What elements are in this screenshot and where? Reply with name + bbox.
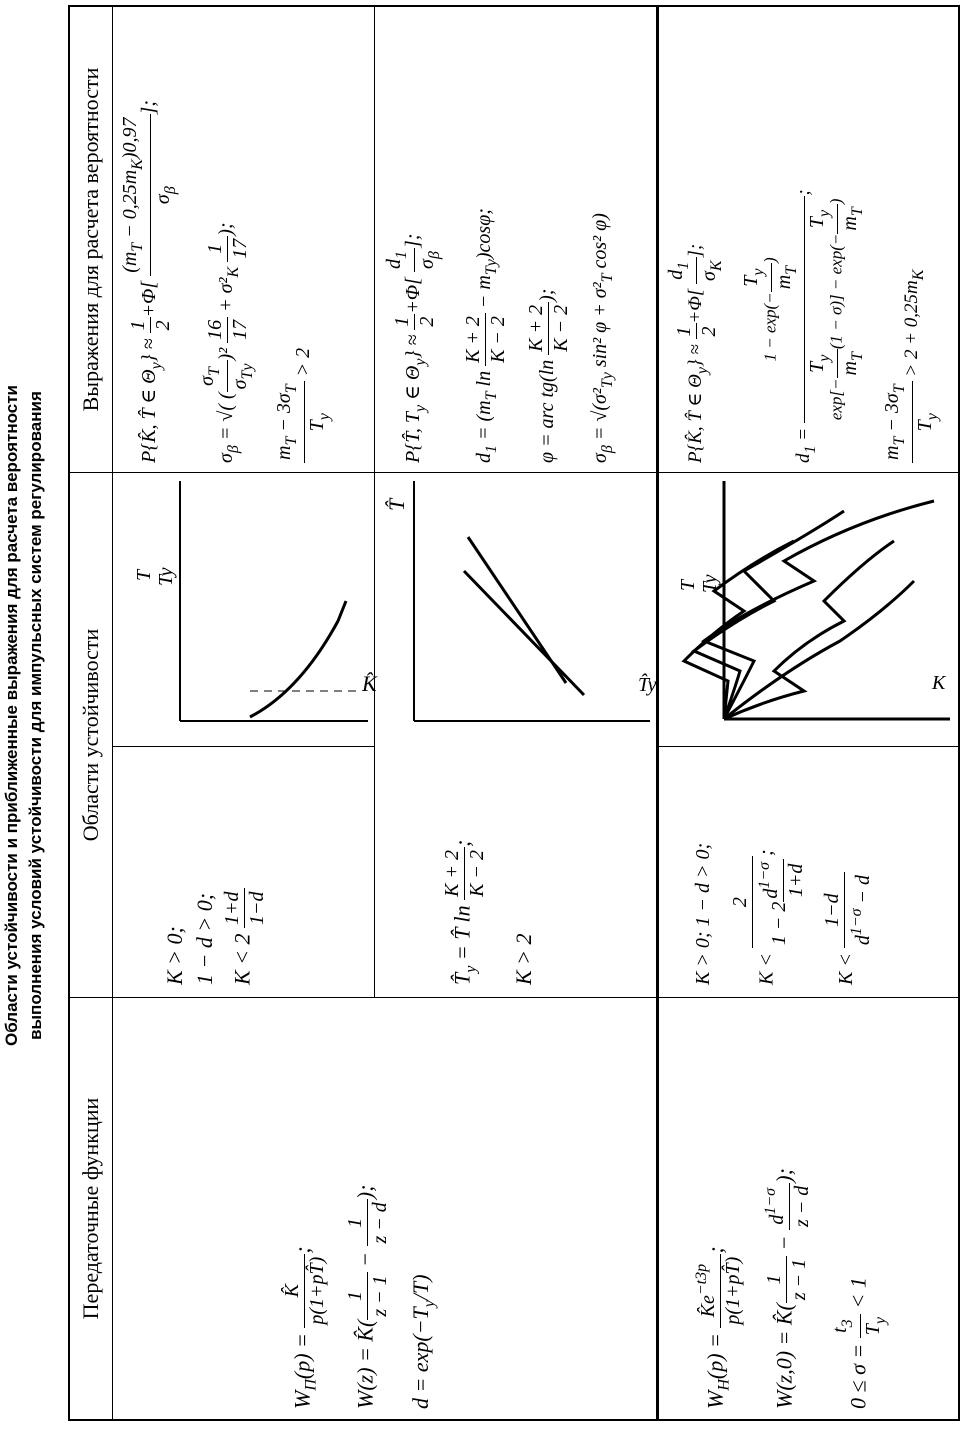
pe2-p-sub: у: [412, 404, 430, 413]
pe1-sig-den: [228, 360, 260, 392]
tf3-sig-den-sub: у: [872, 1316, 889, 1325]
pe1-16-17: [203, 317, 252, 343]
pe2-d1-end: )cosφ;: [473, 208, 496, 260]
pe2-p-sub2: у: [412, 358, 430, 366]
plot2-y-label: T̂y: [638, 674, 657, 696]
col-sep-sa-row1: [112, 746, 374, 747]
tf3-wz-n2: [759, 1183, 790, 1230]
pe3-half-num: 1: [672, 323, 697, 339]
pe2-d1-rhs-sub: T: [483, 391, 501, 401]
pe3-d1-lhs: d: [792, 453, 814, 463]
tf3-sig-num: [828, 1314, 861, 1338]
pe3-cn-a: m: [881, 445, 903, 460]
pe1-plus: + σ: [215, 283, 238, 317]
pe1-sig-ty-sub2: у: [239, 363, 256, 371]
tf3-sig-den-a: T: [862, 1324, 884, 1336]
col-sep-1: [68, 997, 960, 998]
sa3-c2-den-lhs: 1 − 2: [768, 901, 791, 946]
pe3-den-m-a: m: [839, 361, 861, 376]
sa1-cond3-den: 1−d: [246, 891, 268, 925]
pe2-phi: +Φ: [402, 284, 425, 314]
pe1-phi: +Φ: [138, 288, 161, 318]
row1-stability-plot: [120, 479, 377, 731]
row1-transfer-functions: [280, 1009, 445, 1409]
plot1-curve: [250, 601, 346, 717]
pe3-cd-sub: у: [924, 413, 941, 421]
pe1-1-17: [203, 236, 252, 262]
sa3-c2-dn: [753, 859, 784, 902]
pe1-sig-eq: =: [215, 421, 238, 446]
plot3-curve-3: [704, 501, 934, 719]
sa3-c2-dd: 1+d: [785, 863, 807, 898]
plot3-curve-1: [724, 581, 914, 719]
tf3-wn: $W_Н(p)$ = $K̂e^{-t3p}$ p(1+pT̂) ;: [690, 1009, 745, 1409]
pe3-d1n-a: d: [665, 269, 687, 280]
pe3-d1-def: $d_1$ = 1 − exp(− $T_у$ $m_T$ ) exp[− $T_у$ $m_T$ (1 − σ)] − exp(− $T_у$ $m_T$ ) ;: [739, 11, 870, 463]
sa3-c3-lhs: K <: [835, 948, 858, 985]
sa2-ty: $T̂_у$ = T̂ ln K + 2 K − 2 ;: [441, 839, 488, 985]
pe1-bd-sub: β: [162, 186, 179, 195]
tf3-wn-num-sup: −t3p: [693, 1263, 710, 1296]
pe1-sig-t: σ: [196, 375, 218, 386]
pe3-num-t: [739, 263, 772, 292]
pe2-p-end: } ≈: [402, 329, 425, 359]
pe3-half: [672, 323, 721, 339]
pe1-p-mid: } ≈: [138, 333, 161, 363]
pe2-d1-f: [461, 313, 510, 366]
pe3-cn-sub: T: [891, 436, 908, 446]
tf-wn-den: p(1+pT̂): [306, 1256, 328, 1325]
sa1-cond3-num: 1+d: [220, 888, 245, 928]
pe3-num-t-a: T: [740, 275, 762, 287]
pe3-num-text: 1 − exp(−: [760, 292, 780, 362]
sa2-ty-lhs: T̂: [449, 972, 475, 985]
pe1-p-sub: у: [148, 362, 166, 370]
tf3-wz-d2: z − d: [791, 1185, 813, 1227]
tf3-wn-frac: [690, 1254, 745, 1328]
pe1-half: [126, 317, 175, 333]
plot1-y-label: K̂: [362, 671, 377, 696]
pe3-cond-gt: > 2 + 0,25m: [900, 280, 922, 382]
pe1-cd-a: T: [306, 420, 328, 432]
row-sep-1: [374, 5, 375, 998]
sa3-cond1: K > 0; 1 − d > 0;: [692, 842, 714, 985]
col-sep-sa-row3: [658, 746, 960, 747]
tf3-wz-f1: [762, 1256, 811, 1303]
pe2-d1-num: [382, 248, 415, 272]
pe1-bd-a: σ: [152, 194, 174, 205]
sa1-cond3-frac: [220, 888, 269, 928]
pe1-1: 1: [203, 236, 228, 262]
pe2-sig-rhs: = √(σ²: [589, 388, 611, 446]
sa2-ty-den: K − 2: [466, 850, 488, 897]
pe2-d1-minus-sub2: у: [483, 259, 501, 267]
pe1-cond-frac: [272, 381, 337, 463]
pe3-den-t2-sub: у: [816, 209, 833, 217]
tf3-sigma: [828, 1009, 893, 1409]
tf3-wn-den: p(1+pT̂): [722, 1256, 744, 1325]
sa3-c2-den-frac: [753, 859, 808, 902]
sa3-cond3: [820, 749, 875, 985]
tf-wz-frac1: [343, 1272, 392, 1319]
pe1-half-num: 1: [126, 317, 151, 333]
tf-wn-formula: $W_П(p)$ = K̂ p(1+pT̂) ;: [281, 1246, 328, 1409]
pe3-p-mid: } ≈: [684, 339, 706, 367]
row3-stability-plot: [664, 479, 954, 731]
tf-d-end: /T): [408, 1274, 433, 1301]
tf3-sig-num-a: t: [829, 1327, 851, 1333]
pe3-den-t2: [805, 204, 838, 233]
plot1-x-label-den: Ty: [155, 567, 177, 586]
table-left-border: [68, 1419, 960, 1421]
sa1-cond1: K > 0;: [162, 926, 187, 985]
tf3-wn-num: [690, 1254, 721, 1328]
pe2-d1-f-den: K − 2: [487, 316, 509, 363]
pe1-sig-ty: σ: [229, 379, 251, 390]
pe2-sig: σ: [589, 453, 611, 463]
pe3-den-m2-sub: T: [849, 207, 866, 217]
sa2-ty-num: K + 2: [440, 847, 465, 900]
pe3-d1-eq: =: [792, 423, 814, 446]
pe3-den-m2-a: m: [839, 216, 861, 231]
pe2-d1-rhs: = (m: [473, 400, 496, 445]
tf-wz-lhs: W(z) = K̂(: [352, 1319, 378, 1409]
row3-transfer-functions: [690, 1009, 893, 1409]
pe1-bracket-den: [151, 114, 183, 275]
sa2-ty-sub: у: [462, 965, 480, 973]
plot2-line-lower: [468, 537, 566, 683]
pe3-num-t-sub: у: [750, 268, 767, 276]
tf-wn-sub: П: [302, 1379, 320, 1391]
pe2-d1-lhs: d: [473, 453, 496, 463]
sa3-c3-den: [845, 872, 875, 948]
pe2-d1-den: [415, 248, 447, 272]
tf-d-lhs: d = exp(−T: [408, 1307, 433, 1409]
pe1-cond-gt: > 2: [292, 347, 315, 382]
tf-wz-frac2: [343, 1199, 392, 1246]
pe1-sig-lhs: σ: [215, 453, 238, 463]
pe3-p-lhs: P{K̂, T̂ ∈ Θ: [684, 374, 706, 463]
tf-wz-formula: W(z) = K̂( 1 z − 1 − 1 z − d );: [344, 1184, 391, 1409]
sa3-c3-num: 1−d: [820, 872, 845, 948]
pe1-p-lhs: P{K̂, T̂ ∈ Θ: [138, 369, 161, 463]
pe1-bracket-num: [118, 114, 151, 275]
tf3-wz: W(z,0) = K̂( 1 z − 1 − $d^{1-\sigma}$ z − d );: [759, 1009, 814, 1409]
pe1-cd-sub: у: [316, 413, 333, 421]
pe2-half-num: 1: [390, 314, 415, 330]
pe3-den-m2: [838, 204, 870, 233]
pe1-17b: 17: [229, 238, 251, 259]
pe3-num-m-a: m: [773, 274, 795, 290]
tf-wz-den2: z − d: [369, 1202, 391, 1244]
tf3-wn-sym: W: [702, 1390, 728, 1409]
plot2-line-upper: [464, 571, 584, 695]
pe1-bracket-frac: [118, 114, 183, 275]
pe3-half-den: 2: [698, 326, 720, 337]
sa3-c2-dn-a: d: [760, 888, 782, 899]
pe3-den-t: [805, 349, 838, 378]
pe3-cn-sub2: T: [891, 384, 908, 394]
pe3-den-m-sub: T: [849, 352, 866, 362]
pe3-phi: +Φ: [684, 296, 706, 324]
pe2-d1-f-num: K + 2: [461, 313, 486, 366]
tf3-sig-num-sub: 3: [839, 1319, 856, 1328]
tf-d-sub: у: [421, 1300, 438, 1308]
tf3-wn-sub: Н: [715, 1379, 733, 1391]
pe2-sigma-def: $\sigma_\beta = √(\sigma^2_{Tу}$ sin² $\varphi + \sigma^2_T$ cos² φ): [589, 213, 616, 463]
pe2-d1n-a: d: [383, 259, 405, 270]
pe1-cond-num: [272, 381, 305, 463]
pe3-den-t-sub: у: [816, 354, 833, 362]
pe3-d1-big-num: 1 − exp(− $T_у$ $m_T$ ): [739, 196, 805, 424]
pe1-17a: 17: [229, 319, 251, 340]
pe3-probability: P{K̂, T̂ ∈ $\Theta_у$} ≈ 1 2 +Φ[ $d_1$ $\sigma_K$ ];: [664, 11, 729, 463]
pe3-den-frac1: [805, 349, 870, 378]
pe2-d1n-sub: 1: [393, 251, 410, 260]
plot1-x-label-num: T: [133, 569, 155, 581]
tf3-wz-n2-a: d: [766, 1214, 788, 1225]
sa3-c3-frac: [820, 872, 875, 948]
pe1-bn-sub2: K: [129, 159, 146, 170]
pe1-bn-a: (m: [119, 251, 141, 273]
sa3-c3-den-a: d: [852, 935, 874, 946]
sa2-k: K > 2: [511, 933, 536, 985]
tf-wz-num1: 1: [343, 1272, 368, 1319]
tf-wz-den1: z − 1: [369, 1275, 391, 1317]
pe3-cond-gt-sub: K: [909, 269, 927, 281]
row3-stability-conditions: [690, 749, 875, 985]
header-separator: [112, 5, 113, 1421]
pe2-phi-lhs: φ = arc tg(ln: [536, 359, 559, 463]
pe1-sigma: $\sigma_\beta$ = √( ( $\sigma_T$ $\sigma_{Tу}$ )² 16 17 + $\sigma^2_K$ 1 17 );: [195, 11, 260, 463]
tf3-wz-n2-sup: 1−σ: [762, 1187, 779, 1215]
pe1-sig-t-sub: T: [206, 367, 223, 376]
sa1-cond3: [220, 753, 269, 985]
pe3-cond-num: [880, 381, 913, 463]
plot3-y-label: K: [932, 672, 946, 694]
pe2-phi-frac: [524, 302, 573, 355]
pe2-p-mid: ∈ Θ: [402, 365, 425, 405]
pe2-probability: P{T̂, $T_у$ ∈ $\Theta_у$} ≈ 1 2 +Φ[ $d_1$ $\sigma_\beta$ ];: [382, 11, 447, 463]
pe2-phi-num: K + 2: [524, 302, 549, 355]
pe2-d1-def: [461, 11, 510, 463]
pe2-sig-sub: β: [599, 445, 616, 454]
plot2-x-label: T̂: [384, 498, 409, 511]
pe1-sig-ty-sub: T: [239, 370, 256, 380]
header-transfer-functions: Передаточные функции: [78, 1097, 103, 1320]
table-bottom-border: [958, 5, 960, 1421]
tf-d-formula: [406, 1009, 445, 1409]
pe1-condition: [272, 11, 337, 463]
sa3-c3-den-sup: 1−σ: [848, 908, 865, 936]
tf-wn-num: K̂: [280, 1254, 305, 1328]
pe1-cn-end: − 3σ: [273, 393, 295, 437]
pe3-d1-den: [697, 257, 729, 284]
row1-probability-expressions: [118, 11, 337, 463]
plot3-x-label-den: Ty: [699, 574, 721, 593]
pe1-cn-a: m: [273, 445, 295, 460]
pe1-16: 16: [203, 317, 228, 343]
pe3-d1-num: [664, 257, 697, 284]
sa2-ty-eq: = T̂ ln: [449, 905, 475, 966]
pe3-d1-lhs-sub: 1: [801, 445, 819, 454]
pe3-den-frac2: [805, 204, 870, 233]
tf3-wz-lhs: W(z,0) = K̂(: [771, 1303, 797, 1409]
pe3-num-m-sub: T: [783, 265, 800, 275]
tf3-wz-d1: z − 1: [788, 1258, 810, 1301]
pe1-k-sub: K: [225, 266, 243, 278]
sa3-c3-den-end: − d: [852, 874, 874, 909]
tf3-wz-f2: [759, 1183, 814, 1230]
sa1-cond3-lhs: K < 2: [229, 933, 255, 985]
caption-line-1: Области устойчивости и приближенные выражения для расчета вероятности: [2, 385, 21, 1046]
sa3-cond2: K < 2 1 − 2 $d^{1-\sigma}$ 1+d ;: [729, 849, 807, 985]
tf-wz-num2: 1: [343, 1199, 368, 1246]
sa1-cond2: 1 − d > 0;: [192, 892, 217, 985]
pe2-sig-tail: cos² φ: [589, 219, 611, 274]
pe3-den-mid: (1 − σ)] − exp(−: [826, 233, 846, 350]
pe2-sig-t-sub: T: [599, 273, 616, 283]
plot3-x-label-num: T: [677, 579, 699, 591]
pe3-den-m: [838, 349, 870, 378]
tf-wn-fraction: [280, 1254, 329, 1328]
row2-stability-plot: [384, 479, 657, 731]
pe3-cn-end: − 3σ: [881, 393, 903, 437]
pe1-sig-frac: [195, 360, 260, 392]
pe2-d1d-a: σ: [416, 259, 438, 269]
pe3-cd-a: T: [914, 420, 936, 432]
pe3-den-text: exp[−: [826, 378, 846, 421]
tf3-sig-lhs: 0 ≤ σ =: [845, 1338, 871, 1409]
col-sep-2: [68, 472, 960, 473]
pe3-num-frac: [739, 263, 804, 292]
caption-line-2: выполнения условий устойчивости для импульсных систем регулирования: [26, 391, 45, 1040]
pe3-den-t-a: T: [806, 361, 828, 373]
tf3-sig-den: [861, 1314, 893, 1338]
pe2-sig-rhs-end: sin² φ + σ²: [589, 282, 611, 373]
pe2-phi-end: );: [536, 288, 559, 302]
row2-stability-conditions: [440, 753, 539, 985]
tf3-wz-n1: 1: [762, 1256, 787, 1303]
table-right-border: [68, 5, 960, 7]
pe1-probability: P{K̂, T̂ ∈ $\Theta_у$} ≈ 1 2 +Φ[ $(m_T - 0,25m_K)0,97$ $\sigma_\beta$ ];: [118, 11, 183, 463]
pe1-cn-sub: T: [283, 436, 300, 446]
sa3-c2-dn-sup: 1−σ: [756, 861, 773, 889]
pe2-d1-minus-sub: T: [483, 266, 501, 276]
pe1-sig-num: [195, 360, 228, 392]
pe2-p-lhs: P{T̂, T: [402, 412, 425, 463]
pe3-p-sub: у: [693, 367, 711, 375]
sa3-c2-frac: [728, 856, 808, 948]
pe3-den-t2-a: T: [806, 216, 828, 229]
pe1-half-den: 2: [152, 320, 174, 331]
pe2-d1d-sub: β: [426, 251, 443, 260]
pe1-cond-den: [305, 381, 337, 463]
pe1-bn-tail: )0,97: [119, 117, 141, 160]
pe2-d1-ln: ln: [473, 370, 496, 392]
pe3-d1-big-den: exp[− $T_у$ $m_T$ (1 − σ)] − exp(− $T_у$ $m_T$ ): [805, 196, 870, 424]
pe3-cond-den: [913, 381, 945, 463]
pe2-phi-def: [524, 11, 573, 463]
row1-stability-conditions: [160, 753, 269, 985]
pe3-d1-big-frac: [739, 196, 870, 424]
pe2-phi-den: K − 2: [550, 304, 572, 352]
pe2-d1-lhs-sub: 1: [483, 445, 501, 453]
pe3-cond-frac: [880, 381, 945, 463]
pe3-d1n-sub: 1: [675, 261, 692, 270]
sa3-c2-den: [753, 856, 808, 948]
pe2-sig-rhs-sub: Tу: [599, 372, 616, 389]
pe3-num-m: [772, 263, 804, 292]
sa2-ty-frac: [440, 847, 489, 900]
row3-probability-expressions: [664, 11, 945, 463]
pe1-sig-sub: β: [225, 445, 243, 454]
pe1-bn-sub: T: [129, 242, 146, 252]
pe2-d1-frac: [382, 248, 447, 272]
pe3-d1d-sub: K: [708, 260, 725, 272]
tf3-sig-frac: [828, 1314, 893, 1338]
tf3-wn-num-a: K̂e: [697, 1295, 719, 1318]
pe1-bn-end: − 0,25m: [119, 169, 141, 243]
pe3-condition: [880, 11, 945, 463]
pe1-cn-sub2: T: [283, 384, 300, 394]
pe2-half: [390, 314, 439, 330]
sa3-c2-num: 2: [728, 856, 753, 948]
row-sep-2: [656, 5, 659, 1421]
pe3-d1-frac: [664, 257, 729, 284]
header-probability-expressions: Выражения для расчета вероятности: [78, 67, 103, 412]
tf3-sig-end: < 1: [845, 1277, 871, 1314]
sa3-c2-lhs: K <: [755, 948, 778, 985]
tf-wn-symbol: W: [289, 1390, 315, 1409]
pe2-d1-minus: − m: [473, 275, 496, 314]
pe2-half-den: 2: [416, 316, 438, 327]
row2-probability-expressions: [382, 11, 621, 463]
pe3-d1d-a: σ: [698, 271, 720, 282]
header-stability-regions: Области устойчивости: [78, 628, 103, 842]
